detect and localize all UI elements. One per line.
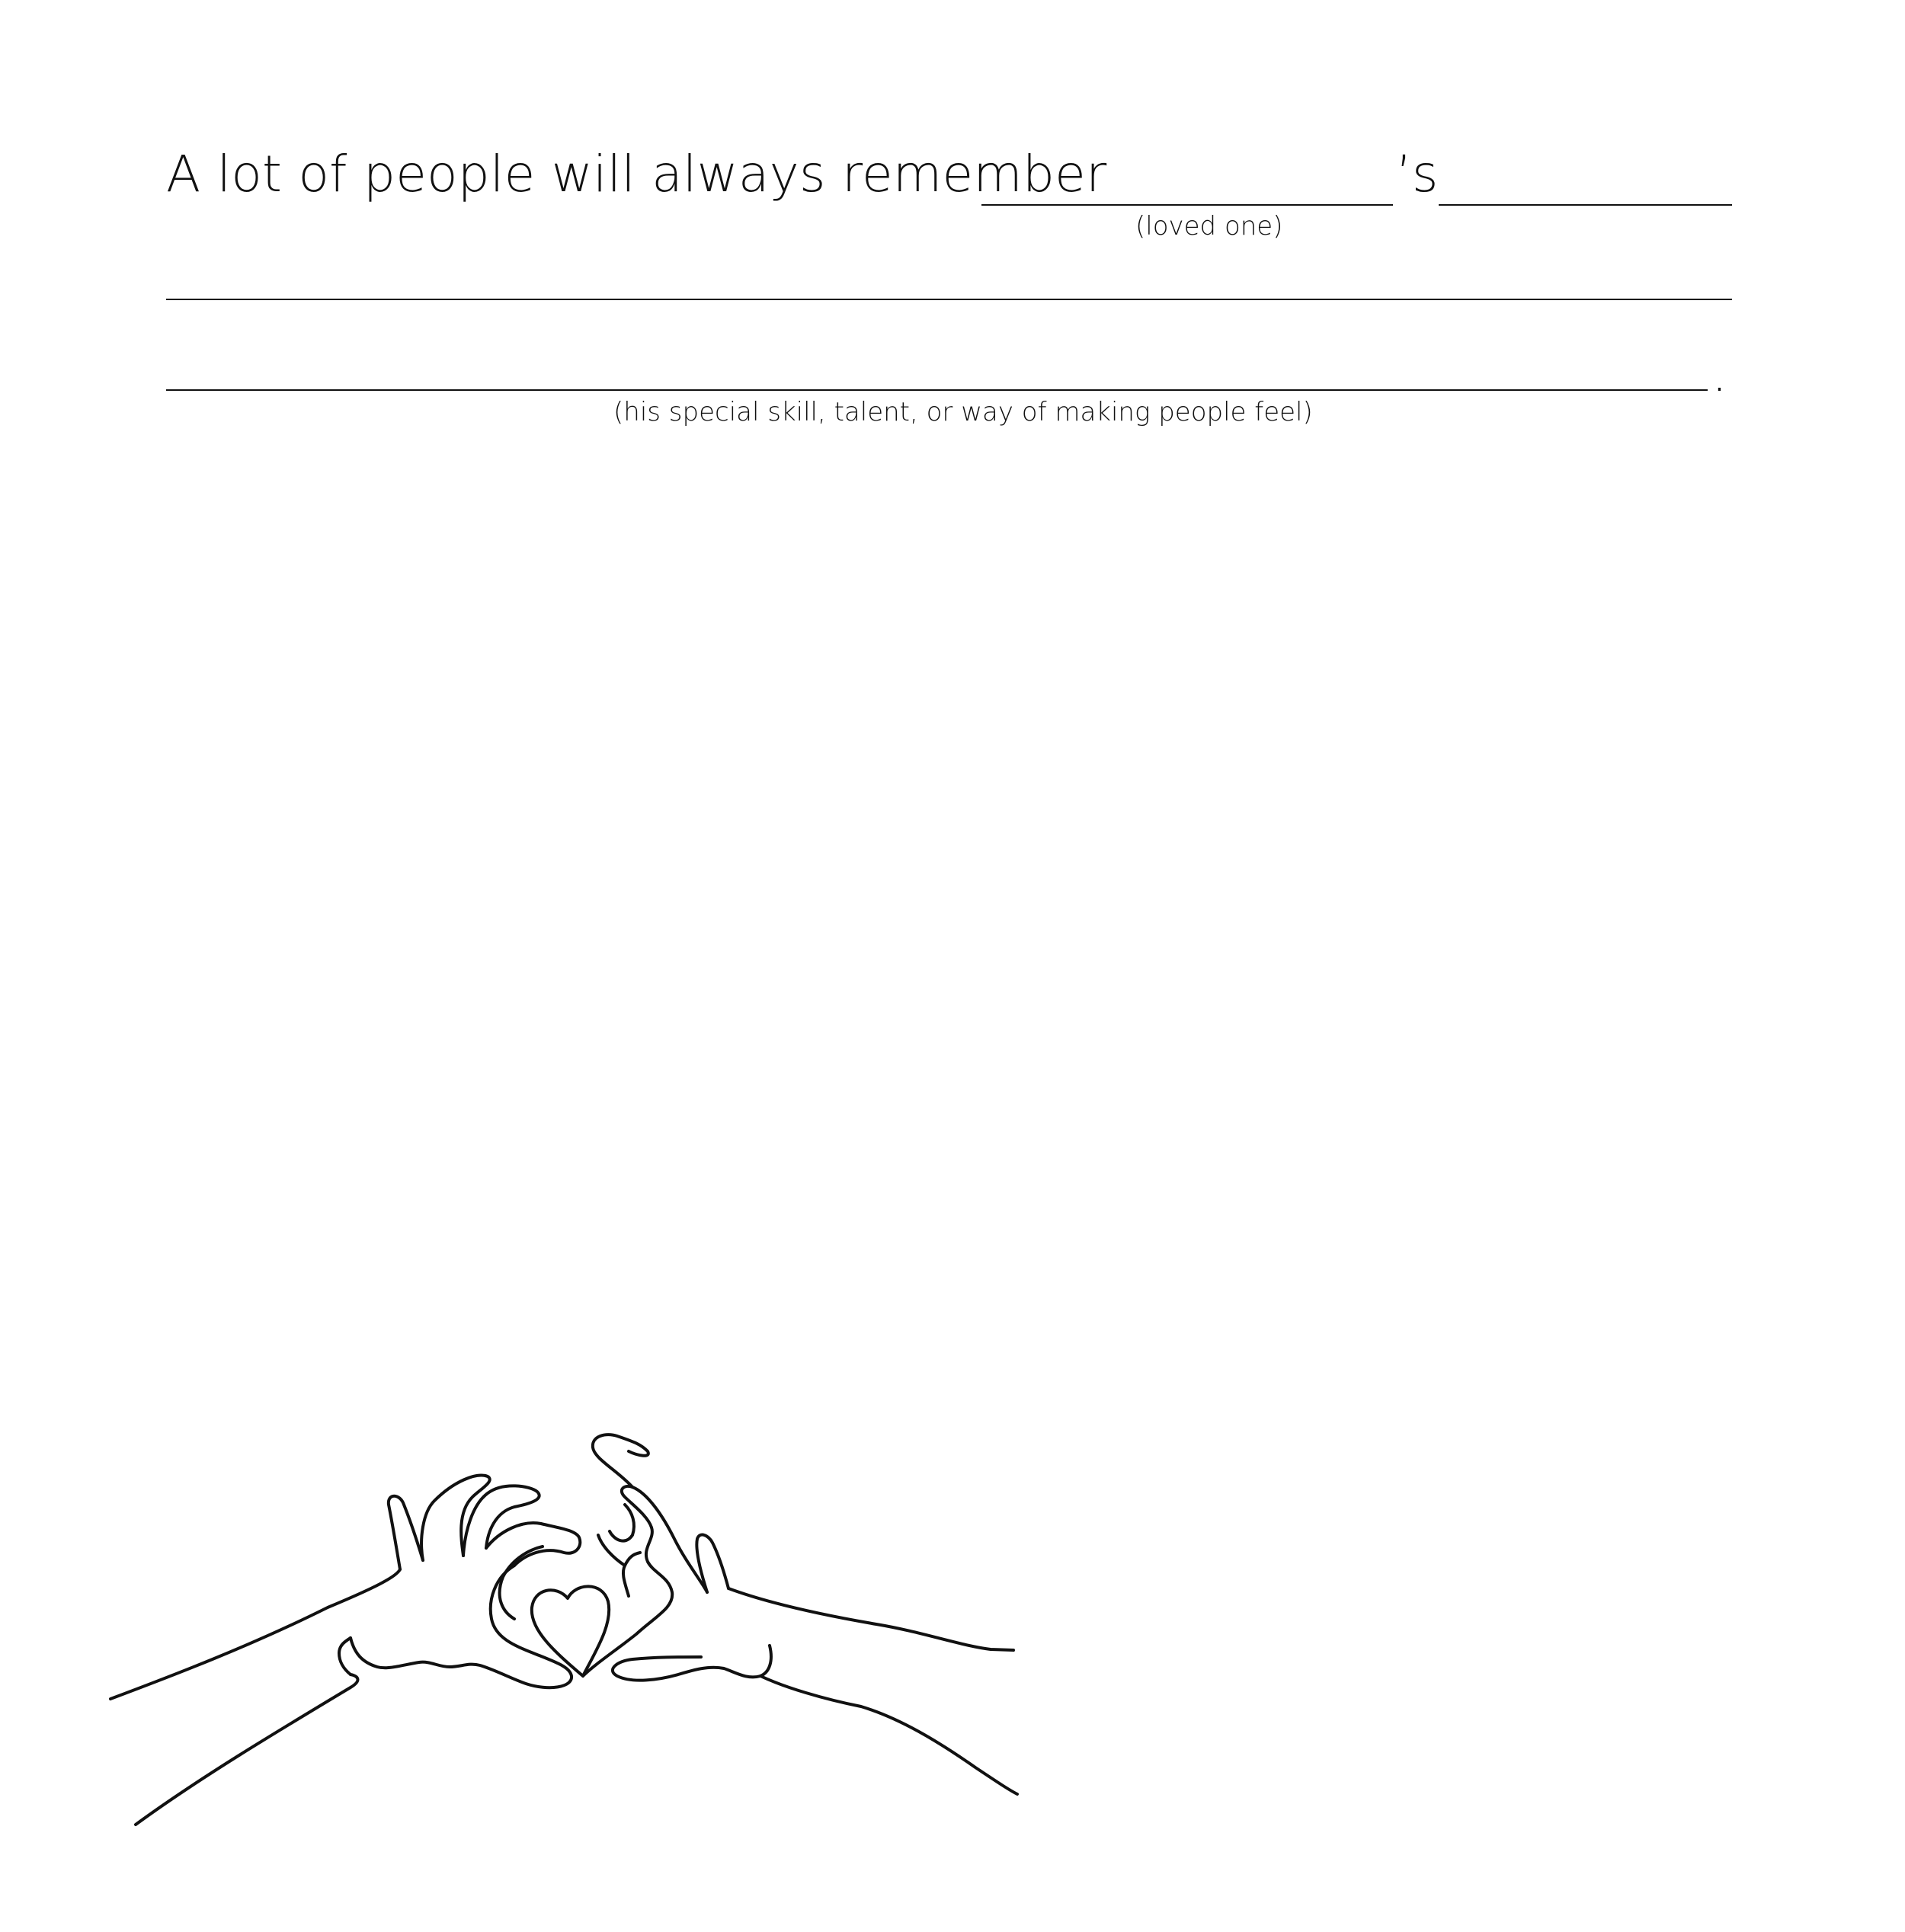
skill-blank-line-3[interactable] [166, 389, 1708, 391]
prompt-text: A lot of people will always remember [166, 145, 1107, 203]
hands-heart-illustration [99, 1425, 1059, 1851]
possessive-mark: ’s [1396, 145, 1439, 203]
sentence-period: . [1711, 344, 1727, 403]
skill-blank-line-2[interactable] [166, 299, 1732, 300]
hands-making-heart-line-drawing-icon [99, 1425, 1059, 1851]
loved-one-blank[interactable] [981, 204, 1393, 206]
skill-blank-start[interactable] [1439, 204, 1732, 206]
loved-one-hint: (loved one) [1135, 211, 1283, 242]
prompt-line [166, 145, 1732, 218]
skill-hint: (his special skill, talent, or way of making people feel) [613, 397, 1313, 427]
